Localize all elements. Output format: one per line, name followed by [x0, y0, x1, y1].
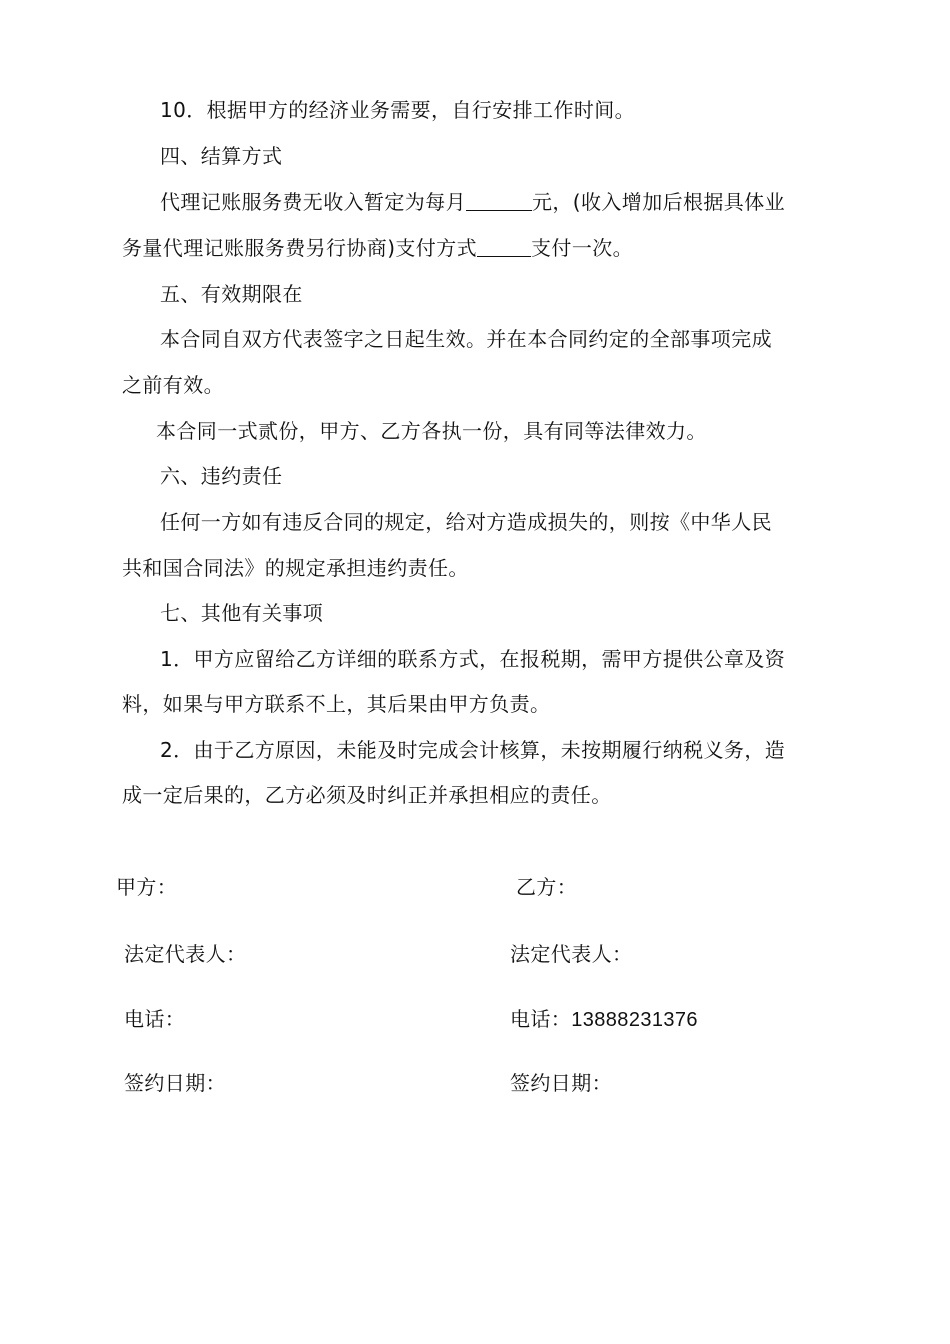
section-7-item-1-line-2: 料，如果与甲方联系不上，其后果由甲方负责。 — [122, 692, 551, 716]
party-a-label: 甲方： — [116, 875, 178, 899]
party-b-sign-date: 签约日期： — [510, 1071, 612, 1095]
fee-text-after-blank: 元，(收入增加后根据具体业 — [532, 190, 786, 214]
payment-text-before-blank: 务量代理记账服务费另行协商)支付方式 — [122, 236, 478, 260]
section-6-paragraph-line-1: 任何一方如有违反合同的规定，给对方造成损失的，则按《中华人民 — [160, 510, 772, 534]
section-5-paragraph-1-line-2: 之前有效。 — [122, 373, 224, 397]
section-4-paragraph-line-1 — [160, 188, 785, 216]
payment-method-blank — [477, 236, 531, 257]
section-4-paragraph-line-2 — [122, 234, 633, 262]
fee-text-before-blank: 代理记账服务费无收入暂定为每月 — [160, 190, 466, 214]
section-7-item-2-line-1: 2．由于乙方原因，未能及时完成会计核算，未按期履行纳税义务，造 — [160, 738, 786, 762]
section-4-title: 四、结算方式 — [160, 144, 283, 168]
section-6-paragraph-line-2: 共和国合同法》的规定承担违约责任。 — [122, 556, 469, 580]
party-b-phone-label: 电话： — [510, 1007, 572, 1031]
section-5-paragraph-2: 本合同一式贰份，甲方、乙方各执一份，具有同等法律效力。 — [156, 419, 707, 443]
party-b-phone — [510, 1005, 698, 1034]
payment-text-after-blank: 支付一次。 — [531, 236, 634, 260]
section-7-title: 七、其他有关事项 — [160, 601, 324, 625]
section-5-paragraph-1-line-1: 本合同自双方代表签字之日起生效。并在本合同约定的全部事项完成 — [160, 327, 772, 351]
section-7-item-2-line-2: 成一定后果的，乙方必须及时纠正并承担相应的责任。 — [122, 783, 612, 807]
section-5-title: 五、有效期限在 — [160, 282, 303, 306]
party-b-legal-representative: 法定代表人： — [510, 942, 633, 966]
clause-item-10: 10．根据甲方的经济业务需要，自行安排工作时间。 — [160, 98, 636, 122]
monthly-fee-blank — [466, 190, 532, 211]
party-a-sign-date: 签约日期： — [124, 1071, 226, 1095]
party-b-phone-number: 13888231376 — [571, 1009, 698, 1031]
section-6-title: 六、违约责任 — [160, 464, 283, 488]
party-a-phone: 电话： — [124, 1007, 186, 1031]
section-7-item-1-line-1: 1．甲方应留给乙方详细的联系方式，在报税期，需甲方提供公章及资 — [160, 647, 786, 671]
party-a-legal-representative: 法定代表人： — [124, 942, 247, 966]
party-b-label: 乙方： — [516, 875, 578, 899]
